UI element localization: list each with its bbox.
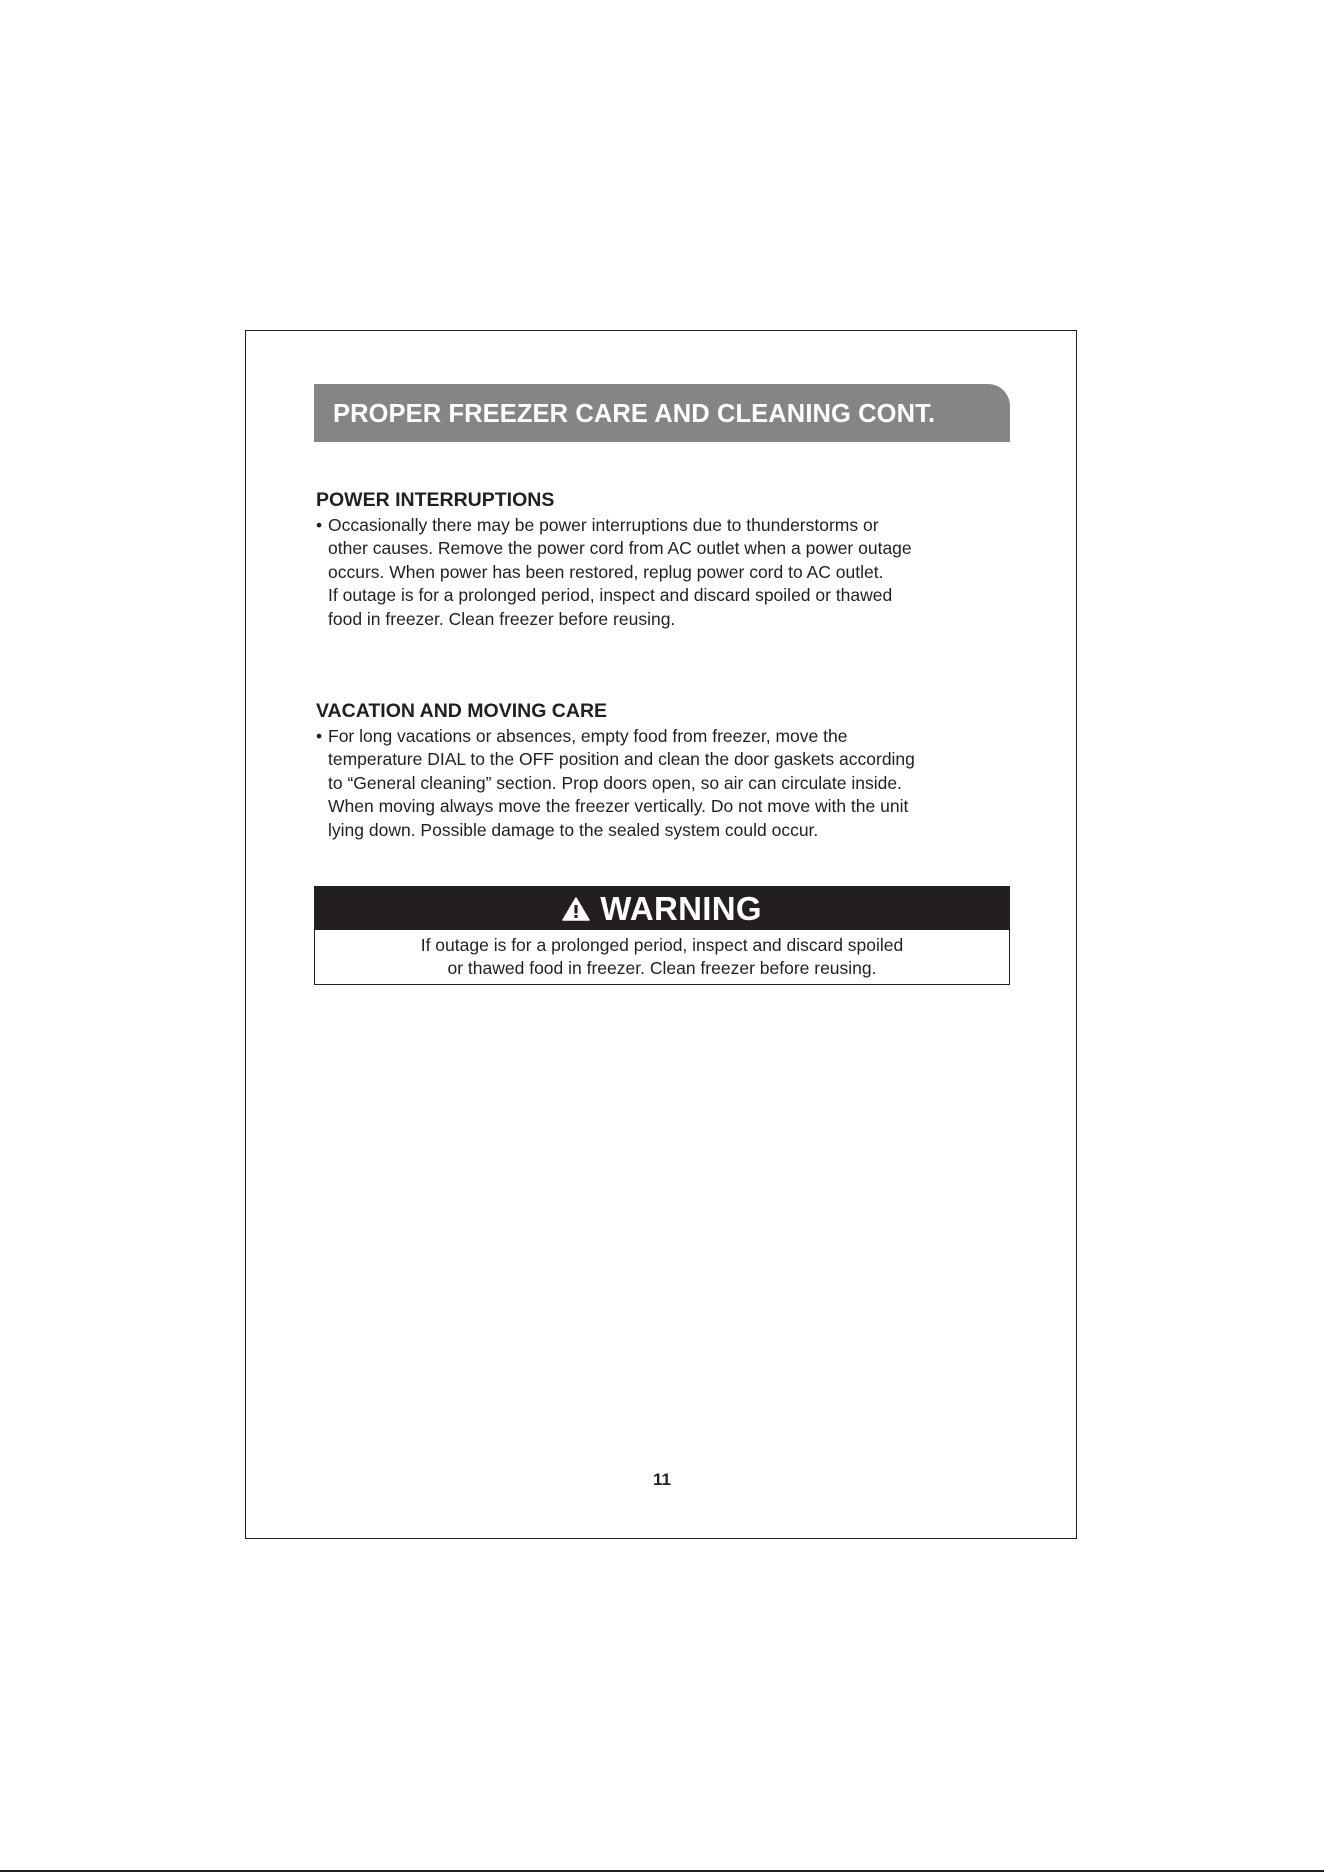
vacation-moving-bullet — [316, 725, 1016, 842]
power-interruptions-bullet — [316, 514, 1016, 631]
warning-text-line: or thawed food in freezer. Clean freezer before reusing. — [447, 958, 877, 979]
vacation-moving-heading: VACATION AND MOVING CARE — [316, 700, 608, 722]
warning-body — [315, 930, 1009, 981]
warning-header — [315, 887, 1009, 930]
text-line: to “General cleaning” section. Prop doors open, so air can circulate inside. — [328, 772, 902, 793]
power-interruptions-section — [316, 488, 1016, 631]
warning-triangle-icon — [562, 897, 590, 921]
section-banner — [314, 384, 1010, 442]
warning-text-line: If outage is for a prolonged period, inspect and discard spoiled — [420, 935, 904, 955]
section-title: PROPER FREEZER CARE AND CLEANING CONT. — [333, 399, 936, 428]
text-line: When moving always move the freezer vertically. Do not move with the unit — [328, 796, 909, 817]
text-line: lying down. Possible damage to the sealed system could occur. — [328, 819, 819, 840]
vacation-moving-section — [316, 699, 1016, 842]
text-line: Occasionally there may be power interruptions due to thunderstorms or — [328, 515, 879, 535]
text-line: occurs. When power has been restored, replug power cord to AC outlet. — [328, 561, 884, 582]
warning-box — [314, 886, 1010, 985]
warning-title: WARNING — [600, 889, 762, 927]
bullet-mark: • — [316, 726, 323, 746]
text-line: other causes. Remove the power cord from AC outlet when a power outage — [328, 538, 912, 559]
text-line: food in freezer. Clean freezer before reusing. — [328, 608, 676, 629]
text-line: If outage is for a prolonged period, inspect and discard spoiled or thawed — [328, 585, 893, 606]
power-interruptions-heading: POWER INTERRUPTIONS — [316, 489, 555, 511]
text-line: For long vacations or absences, empty food from freezer, move the — [328, 726, 848, 746]
bullet-mark: • — [316, 515, 323, 535]
page-number: 11 — [653, 1470, 671, 1489]
text-line: temperature DIAL to the OFF position and clean the door gaskets according — [328, 749, 915, 770]
